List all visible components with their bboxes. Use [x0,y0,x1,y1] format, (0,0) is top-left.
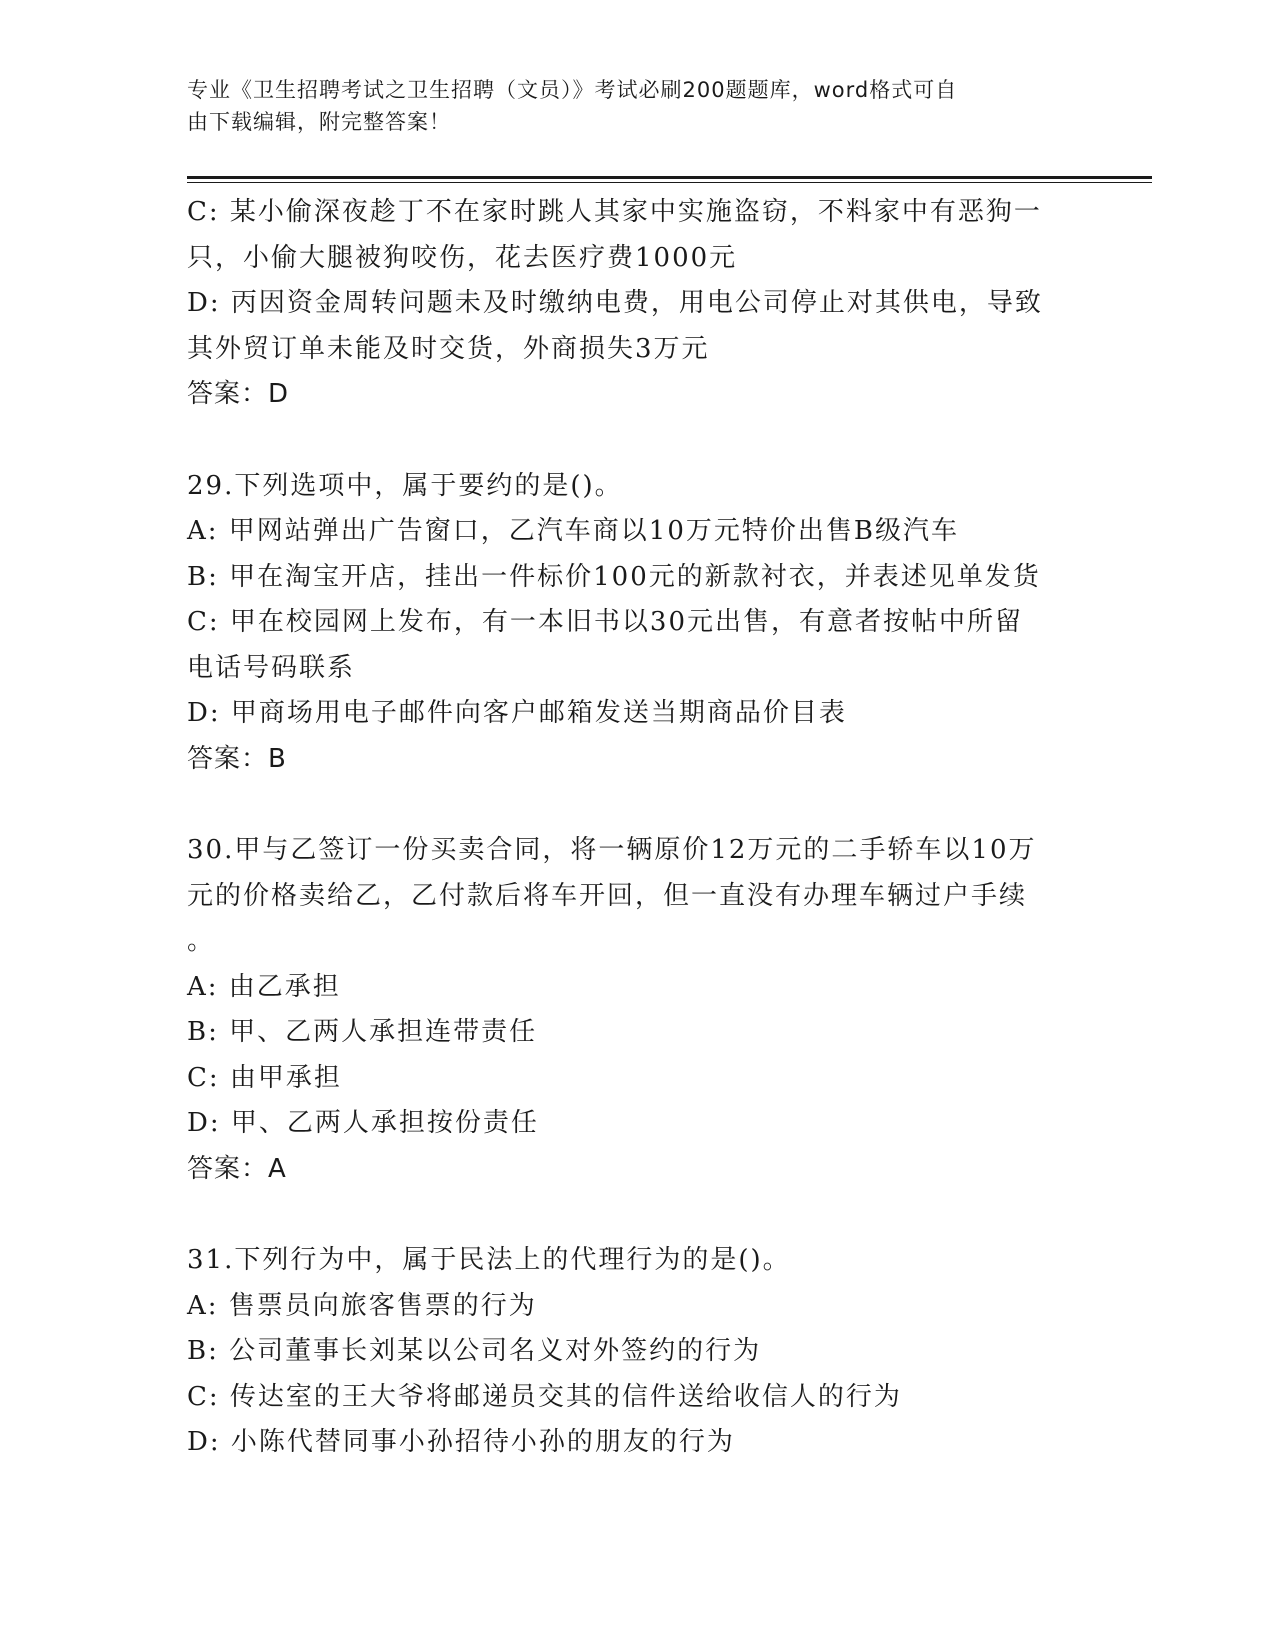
option-d-line-1: D: 丙因资金周转问题未及时缴纳电费，用电公司停止对其供电，导致 [187,288,1043,318]
question-content [187,190,1087,1466]
option-c-line-2: 电话号码联系 [187,652,356,683]
option-c-line-1: C: 某小偷深夜趁丁不在家时跳人其家中实施盗窃，不料家中有恶狗一 [187,197,1042,227]
option-d: D: 甲、乙两人承担按份责任 [187,1108,539,1138]
question-29 [187,464,1087,783]
option-c: C: 传达室的王大爷将邮递员交其的信件送给收信人的行为 [187,1381,902,1412]
question-30 [187,828,1087,1192]
option-a: A: 甲网站弹出广告窗口，乙汽车商以10万元特价出售B级汽车 [187,516,959,546]
header-line-1: 专业《卫生招聘考试之卫生招聘（文员）》考试必刷200题题库，word格式可自 [187,78,958,102]
question-gap [187,418,1087,464]
option-d-line-2: 其外贸订单未能及时交货，外商损失3万元 [187,333,710,364]
option-c-line-1: C: 甲在校园网上发布，有一本旧书以30元出售，有意者按帖中所留 [187,607,1024,637]
option-b: B: 甲在淘宝开店，挂出一件标价100元的新款衬衣，并表述见单发货 [187,561,1041,592]
question-gap [187,782,1087,828]
question-stem: 29.下列选项中，属于要约的是()。 [187,470,623,501]
option-c: C: 由甲承担 [187,1062,342,1093]
question-stem: 31.下列行为中，属于民法上的代理行为的是()。 [187,1245,791,1275]
question-stem-line-3: 。 [187,926,216,956]
page-header [187,74,1067,138]
option-a: A: 由乙承担 [187,971,341,1002]
question-28-tail [187,190,1087,418]
answer: 答案：D [187,379,290,409]
question-stem-line-1: 30.甲与乙签订一份买卖合同，将一辆原价12万元的二手轿车以10万 [187,835,1037,865]
question-31 [187,1238,1087,1466]
option-b: B: 甲、乙两人承担连带责任 [187,1017,538,1047]
option-d: D: 小陈代替同事小孙招待小孙的朋友的行为 [187,1427,735,1457]
header-rule-thin [187,182,1152,183]
option-d: D: 甲商场用电子邮件向客户邮箱发送当期商品价目表 [187,698,847,728]
answer: 答案：B [187,743,287,774]
question-stem-line-2: 元的价格卖给乙，乙付款后将车开回，但一直没有办理车辆过户手续 [187,880,1028,911]
header-line-2: 由下载编辑，附完整答案！ [187,110,451,134]
option-a: A: 售票员向旅客售票的行为 [187,1290,537,1321]
header-rule-thick [187,176,1152,179]
option-c-line-2: 只，小偷大腿被狗咬伤，花去医疗费1000元 [187,242,738,273]
question-gap [187,1192,1087,1238]
answer: 答案：A [187,1153,287,1184]
option-b: B: 公司董事长刘某以公司名义对外签约的行为 [187,1336,762,1366]
